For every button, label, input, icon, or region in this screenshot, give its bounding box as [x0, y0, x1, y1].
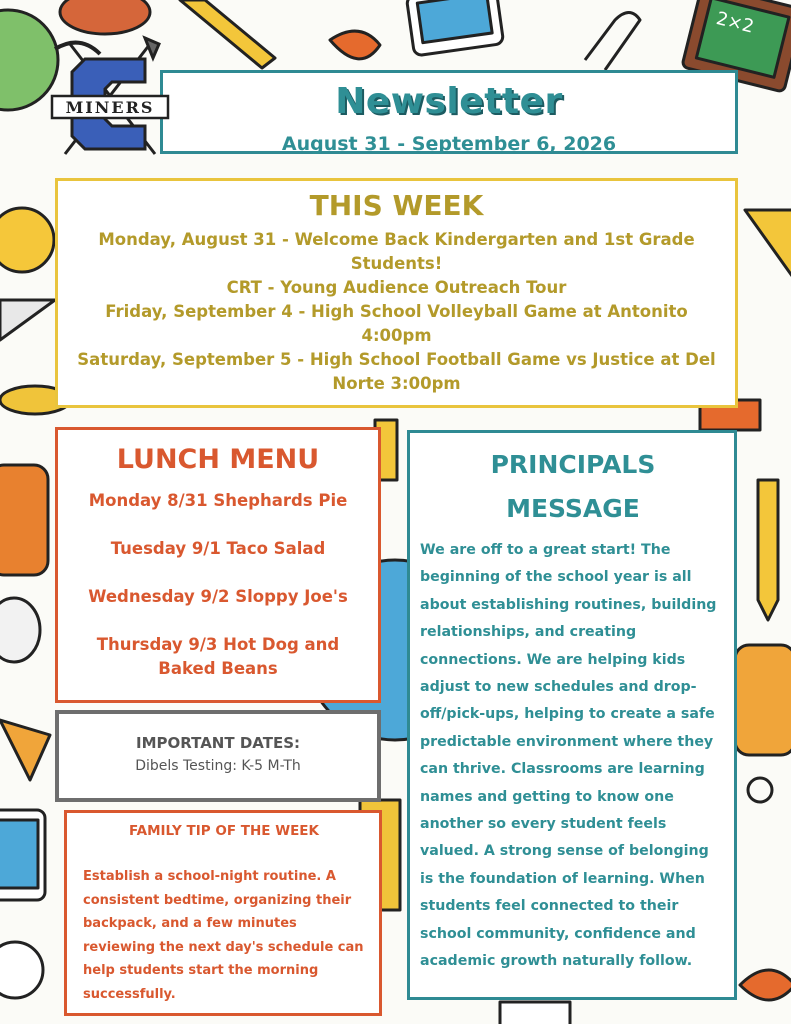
leaf-icon [330, 31, 380, 59]
football-icon [60, 0, 150, 34]
important-dates-text: Dibels Testing: K-5 M-Th [135, 758, 301, 774]
miners-logo [50, 34, 170, 162]
this-week-section [55, 178, 738, 408]
lunch-menu-section [55, 427, 381, 703]
backpack-icon [0, 465, 48, 575]
family-tip-section [64, 810, 382, 1016]
logo-text: MINERS [65, 98, 155, 117]
important-dates-title: IMPORTANT DATES: [136, 734, 300, 752]
apple-icon [0, 208, 54, 272]
lunch-menu-item: Thursday 9/3 Hot Dog and Baked Beans [96, 635, 340, 678]
family-tip-text: Establish a school-night routine. A consistent bedtime, organizing their backpack, and a few minutes reviewing the next day's schedule can help students start the morning successfully. [83, 869, 364, 1002]
pencil-icon [180, 0, 275, 68]
date-range: August 31 - September 6, 2026 [281, 133, 617, 155]
principals-message-section [407, 430, 737, 1000]
ruler-icon [745, 210, 791, 280]
important-dates-section [55, 710, 381, 802]
pizza-icon [0, 720, 50, 780]
lunch-menu-title: LUNCH MENU [116, 444, 320, 475]
lunch-menu-item: Wednesday 9/2 Sloppy Joe's [88, 587, 348, 606]
paperclip-icon [585, 13, 640, 71]
this-week-item: Saturday, September 5 - High School Football Game vs Justice at Del Norte 3:00pm [77, 350, 716, 393]
header-banner [160, 70, 738, 154]
family-tip-title: FAMILY TIP OF THE WEEK [128, 823, 319, 839]
palette-icon [0, 598, 40, 662]
book-icon [500, 1002, 570, 1024]
lunch-menu-item: Tuesday 9/1 Taco Salad [110, 539, 326, 558]
this-week-item: Monday, August 31 - Welcome Back Kindergarten and 1st Grade Students! [98, 230, 695, 273]
lunch-menu-item: Monday 8/31 Shephards Pie [88, 491, 348, 510]
principals-message-text: We are off to a great start! The beginning of the school year is all about establishing routines, building relationships, and creating connections. We are helping kids adjust to new schedules and drop-off/pick-ups, helping to create a safe predictable environment where they can thrive. Classrooms are learning names and getting to know one another so every student feels valued. A strong sense of belonging is the foundation of learning. When students feel connected to their school community, confidence and academic growth naturally follow. [420, 542, 717, 970]
pencil-icon [758, 480, 778, 620]
scissors-icon [748, 778, 772, 802]
backpack-icon [735, 645, 791, 755]
this-week-item: CRT - Young Audience Outreach Tour [226, 278, 567, 297]
this-week-item: Friday, September 4 - High School Volleyball Game at Antonito 4:00pm [105, 302, 688, 345]
clock-icon [0, 942, 43, 998]
paper-plane-icon [0, 300, 55, 340]
newsletter-title: Newsletter [335, 81, 563, 122]
leaf-icon [740, 970, 791, 1000]
principals-message-title: PRINCIPALS MESSAGE [490, 450, 656, 523]
chalkboard-text: 2×2 [714, 7, 756, 38]
this-week-title: THIS WEEK [309, 189, 484, 222]
